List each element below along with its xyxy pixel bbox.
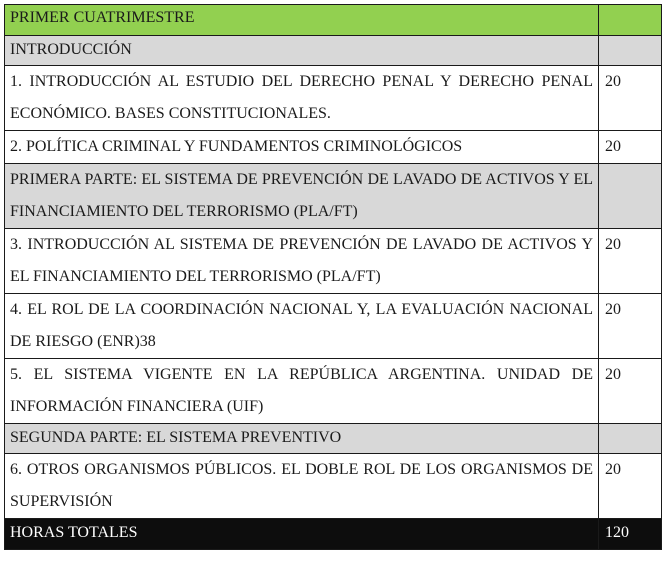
total-hours: 120 [599, 519, 662, 550]
row-title: PRIMERA PARTE: EL SISTEMA DE PREVENCIÓN DE LAVADO DE ACTIVOS Y EL FINANCIAMIENTO DEL TERRORISMO (PLA/FT) [5, 164, 599, 229]
table-row-topic-1 [5, 66, 662, 131]
row-hours: 20 [599, 359, 662, 424]
row-title: 5. EL SISTEMA VIGENTE EN LA REPÚBLICA ARGENTINA. UNIDAD DE INFORMACIÓN FINANCIERA (UIF) [5, 359, 599, 424]
row-hours [599, 5, 662, 36]
table-row-primer-cuatrimestre [5, 5, 662, 36]
row-hours [599, 424, 662, 454]
row-hours: 20 [599, 66, 662, 131]
row-hours [599, 36, 662, 66]
row-title: 1. INTRODUCCIÓN AL ESTUDIO DEL DERECHO PENAL Y DERECHO PENAL ECONÓMICO. BASES CONSTITUCIONALES. [5, 66, 599, 131]
row-hours: 20 [599, 131, 662, 164]
row-title: 4. EL ROL DE LA COORDINACIÓN NACIONAL Y, LA EVALUACIÓN NACIONAL DE RIESGO (ENR)38 [5, 294, 599, 359]
table-row-topic-2 [5, 131, 662, 164]
row-title: PRIMER CUATRIMESTRE [5, 5, 599, 36]
curriculum-table [4, 4, 662, 550]
table-row-primera-parte [5, 164, 662, 229]
row-title: SEGUNDA PARTE: EL SISTEMA PREVENTIVO [5, 424, 599, 454]
total-label: HORAS TOTALES [5, 519, 599, 550]
table-row-topic-6 [5, 454, 662, 519]
table-row-topic-4 [5, 294, 662, 359]
row-title: 6. OTROS ORGANISMOS PÚBLICOS. EL DOBLE ROL DE LOS ORGANISMOS DE SUPERVISIÓN [5, 454, 599, 519]
row-title: INTRODUCCIÓN [5, 36, 599, 66]
row-title: 2. POLÍTICA CRIMINAL Y FUNDAMENTOS CRIMINOLÓGICOS [5, 131, 599, 164]
row-hours: 20 [599, 454, 662, 519]
table-row-segunda-parte [5, 424, 662, 454]
curriculum-table-wrapper [4, 4, 662, 550]
row-hours [599, 164, 662, 229]
table-row-topic-5 [5, 359, 662, 424]
row-hours: 20 [599, 294, 662, 359]
table-row-introduccion [5, 36, 662, 66]
table-row-topic-3 [5, 229, 662, 294]
row-hours: 20 [599, 229, 662, 294]
row-title: 3. INTRODUCCIÓN AL SISTEMA DE PREVENCIÓN DE LAVADO DE ACTIVOS Y EL FINANCIAMIENTO DEL TERRORISMO (PLA/FT) [5, 229, 599, 294]
table-row-horas-totales [5, 519, 662, 550]
